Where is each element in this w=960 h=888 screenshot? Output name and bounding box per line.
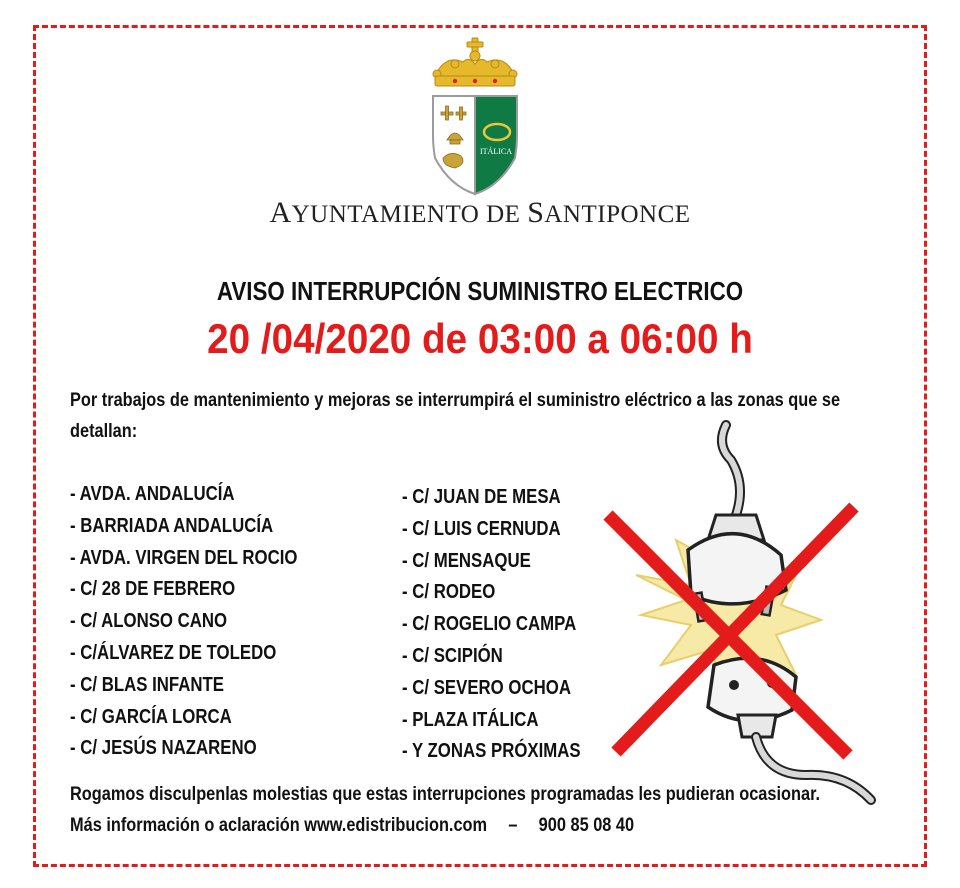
coat-of-arms-icon	[425, 36, 525, 198]
zone-item: - Y ZONAS PRÓXIMAS	[402, 740, 581, 763]
intro-line-2: detallan:	[70, 421, 138, 442]
zone-item: - AVDA. ANDALUCÍA	[70, 483, 235, 505]
zone-item: - C/ SCIPIÓN	[402, 644, 503, 667]
info-separator: –	[508, 815, 518, 836]
zone-item: - C/ JUAN DE MESA	[402, 486, 561, 508]
zone-item: - C/ ROGELIO CAMPA	[402, 613, 577, 636]
crest-label: ITÁLICA	[480, 147, 512, 156]
zone-item: - C/ JESÚS NAZARENO	[70, 737, 257, 760]
zone-item: - BARRIADA ANDALUCÍA	[70, 514, 274, 537]
zone-item: - AVDA. VIRGEN DEL ROCIO	[70, 546, 298, 569]
info-text: Más información o aclaración www.edistribucion.com	[70, 815, 488, 836]
zone-item: - C/ SEVERO OCHOA	[402, 676, 571, 699]
council-name: AYUNTAMIENTO DE SANTIPONCE	[269, 196, 691, 229]
zone-item: - C/ BLAS INFANTE	[70, 673, 225, 696]
zone-item: - C/ LUIS CERNUDA	[402, 517, 561, 540]
zone-item: - C/ 28 DE FEBRERO	[70, 578, 236, 601]
zone-item: - C/ MENSAQUE	[402, 549, 531, 572]
apology-text: Rogamos disculpenlas molestias que estas interrupciones programadas les pudieran ocasionar.	[70, 784, 821, 805]
zone-item: - C/ÁLVAREZ DE TOLEDO	[70, 641, 277, 664]
zone-item: - PLAZA ITÁLICA	[402, 708, 539, 731]
contact-info	[70, 815, 634, 837]
unplugged-cable-icon	[596, 415, 896, 810]
zone-item: - C/ RODEO	[402, 581, 496, 604]
zone-item: - C/ GARCÍA LORCA	[70, 705, 232, 728]
zone-item: - C/ ALONSO CANO	[70, 610, 228, 633]
intro-line-1: Por trabajos de mantenimiento y mejoras se interrumpirá el suministro eléctrico a las zonas que se	[70, 390, 841, 411]
phone-number: 900 85 08 40	[538, 815, 635, 836]
zones-list-right	[402, 482, 615, 768]
notice-date: 20 /04/2020 de 03:00 a 06:00 h	[207, 315, 753, 362]
zones-list-left	[70, 479, 341, 765]
notice-title: AVISO INTERRUPCIÓN SUMINISTRO ELECTRICO	[216, 276, 744, 306]
